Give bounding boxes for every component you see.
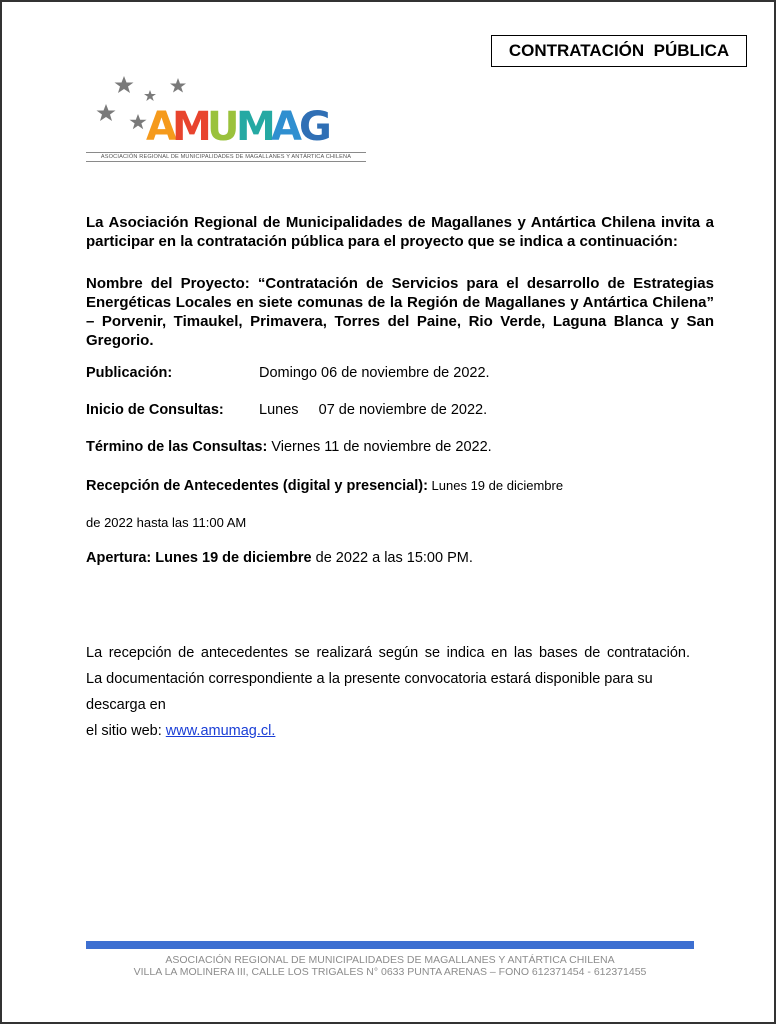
documents-reception-time: de 2022 hasta las 11:00 AM [86, 515, 247, 530]
svg-text:M: M [236, 104, 276, 150]
footer-organization: ASOCIACIÓN REGIONAL DE MUNICIPALIDADES DE MAGALLANES Y ANTÁRTICA CHILENA [165, 954, 615, 966]
document-type-label: CONTRATACIÓN PÚBLICA [491, 35, 747, 67]
amumag-logo [86, 74, 366, 170]
project-name-paragraph: Nombre del Proyecto: “Contratación de Servicios para el desarrollo de Estrategias Energéticas Locales en siete comunas de la Región de Magallanes y Antártica Chilena” – Porvenir, Timaukel, Primavera, Torres del Paine, Rio Verde, Laguna Blanca y San Gregorio. [86, 275, 714, 349]
inquiries-start-date: Lunes 07 de noviembre de 2022. [259, 402, 488, 418]
inquiries-start-row [86, 401, 488, 419]
publication-label: Publicación: [86, 365, 173, 381]
closing-paragraph [86, 640, 690, 744]
logo-subtitle: ASOCIACIÓN REGIONAL DE MUNICIPALIDADES DE MAGALLANES Y ANTÁRTICA CHILENA [86, 152, 366, 162]
documents-reception-row [86, 477, 563, 495]
footer-divider [86, 941, 694, 949]
svg-text:U: U [207, 104, 240, 150]
inquiries-end-row [86, 438, 492, 456]
logo-graphic [86, 74, 366, 152]
svg-text:A: A [271, 104, 302, 150]
website-prefix: el sitio web: [86, 723, 166, 739]
publication-date: Domingo 06 de noviembre de 2022. [259, 365, 490, 381]
inquiries-start-label: Inicio de Consultas: [86, 402, 224, 418]
opening-date: de 2022 a las 15:00 PM. [311, 550, 473, 566]
closing-line-2: La documentación correspondiente a la presente convocatoria estará disponible para su descarga en [86, 671, 653, 713]
intro-paragraph: La Asociación Regional de Municipalidades de Magallanes y Antártica Chilena invita a participar en la contratación pública para el proyecto que se indica a continuación: [86, 214, 714, 250]
svg-text:A: A [146, 104, 177, 150]
footer-address: VILLA LA MOLINERA III, CALLE LOS TRIGALES N° 0633 PUNTA ARENAS – FONO 612371454 - 612371455 [133, 966, 647, 978]
svg-text:G: G [299, 104, 332, 150]
documents-reception-label: Recepción de Antecedentes (digital y presencial): [86, 478, 428, 494]
inquiries-end-label: Término de las Consultas: [86, 439, 268, 455]
closing-line-1: La recepción de antecedentes se realizará según se indica en las bases de contratación. [86, 645, 690, 661]
opening-row [86, 549, 473, 567]
website-link[interactable]: www.amumag.cl. [165, 723, 276, 739]
svg-text:M: M [172, 104, 212, 150]
opening-label: Apertura: Lunes 19 de diciembre [86, 550, 312, 566]
closing-line-3 [86, 718, 690, 744]
publication-row [86, 364, 490, 382]
footer [86, 954, 694, 978]
inquiries-end-date: Viernes 11 de noviembre de 2022. [267, 439, 492, 455]
documents-reception-date: Lunes 19 de diciembre [427, 478, 564, 493]
